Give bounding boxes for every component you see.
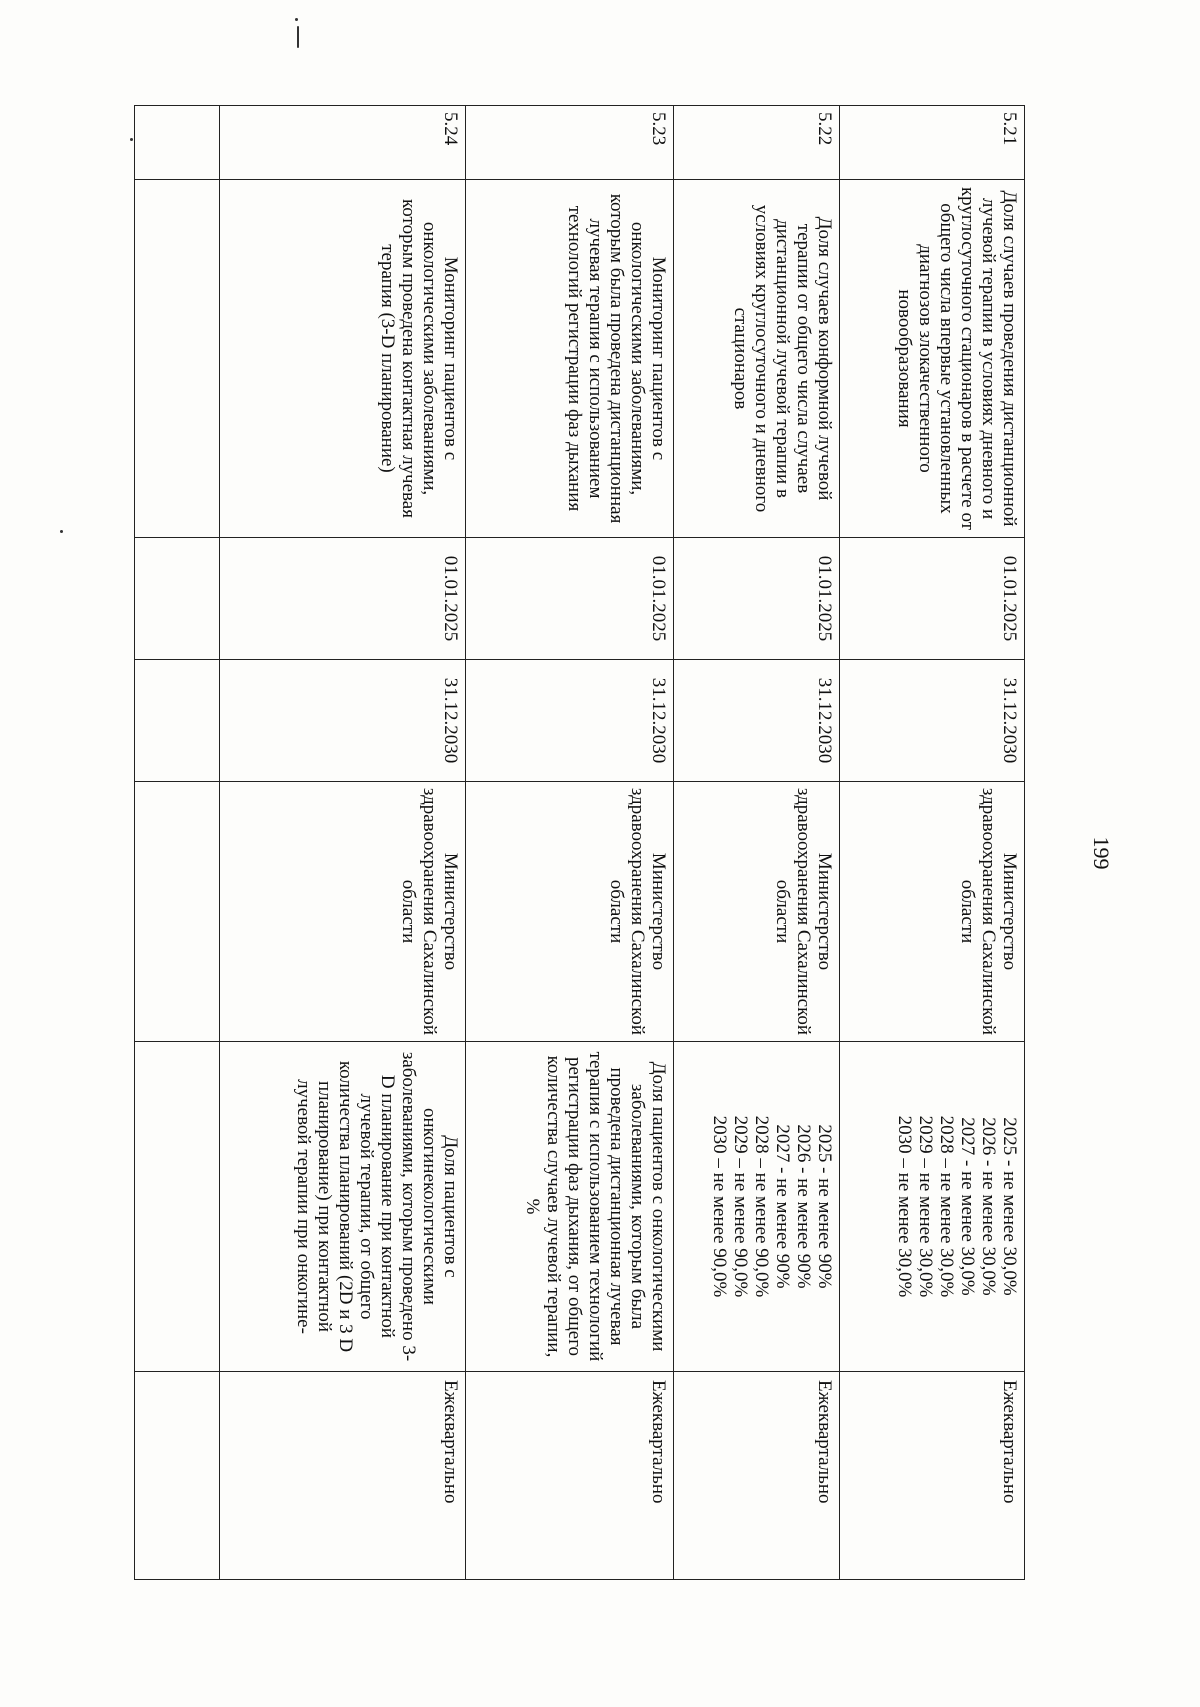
page-number: 199	[1089, 836, 1114, 870]
table-row	[135, 106, 220, 1580]
scan-dot	[130, 138, 133, 141]
measure-name: Доля случаев проведения дистанционной лучевой терапии в условиях дневного и круглосуточного стационаров в расчете от общего числа впервые установленных диагнозов злокачественного новообразования	[840, 180, 1025, 538]
measure-name: Мониторинг пациентов с онкологическими заболеваниями, которым была проведена дистанционная лучевая терапия с использованием технологий регистрации фаз дыхания	[466, 180, 674, 538]
start-date: 01.01.2025	[220, 538, 466, 660]
measure-name: Мониторинг пациентов с онкологическими заболеваниями, которым проведена контактная лучевая терапия (3-D планирование)	[220, 180, 466, 538]
scan-dash	[297, 26, 299, 48]
end-date: 31.12.2030	[674, 660, 840, 782]
responsible-executor: Министерство здравоохранения Сахалинской области	[220, 782, 466, 1042]
table-row	[220, 106, 466, 1580]
table-row	[840, 106, 1025, 1580]
end-date: 31.12.2030	[220, 660, 466, 782]
periodicity	[135, 1372, 220, 1580]
responsible-executor: Министерство здравоохранения Сахалинской области	[674, 782, 840, 1042]
target-indicator: Доля пациентов с онкологическими заболеваниями, которым была проведена дистанционная лучевая терапия с использованием технологий регистрации фаз дыхания, от общего количества случаев лучевой терапии, %	[466, 1042, 674, 1372]
responsible-executor: Министерство здравоохранения Сахалинской области	[840, 782, 1025, 1042]
target-indicator: 2025 - не менее 30,0% 2026 - не менее 30,0% 2027 - не менее 30,0% 2028 – не менее 30,0% 2029 – не менее 30,0% 2030 – не менее 30,0%	[840, 1042, 1025, 1372]
start-date: 01.01.2025	[674, 538, 840, 660]
plan-table	[134, 105, 1025, 1580]
periodicity: Ежеквартально	[220, 1372, 466, 1580]
scan-dot	[60, 530, 63, 533]
row-number: 5.23	[466, 106, 674, 180]
row-number	[135, 106, 220, 180]
start-date: 01.01.2025	[466, 538, 674, 660]
target-indicator: 2025 - не менее 90% 2026 - не менее 90% 2027 - не менее 90% 2028 – не менее 90,0% 2029 – не менее 90,0% 2030 – не менее 90,0%	[674, 1042, 840, 1372]
responsible-executor: Министерство здравоохранения Сахалинской области	[466, 782, 674, 1042]
target-indicator: Доля пациентов с онкогинекологическими заболеваниями, которым проведено 3-D планирование при контактной лучевой терапии, от общего количества планирований (2D и 3 D планирование) при контактной лучевой терапии при онкогине-	[220, 1042, 466, 1372]
target-indicator	[135, 1042, 220, 1372]
row-number: 5.24	[220, 106, 466, 180]
table-row	[466, 106, 674, 1580]
start-date: 01.01.2025	[840, 538, 1025, 660]
periodicity: Ежеквартально	[840, 1372, 1025, 1580]
measure-name	[135, 180, 220, 538]
end-date: 31.12.2030	[466, 660, 674, 782]
table-row	[674, 106, 840, 1580]
measure-name: Доля случаев конформной лучевой терапии от общего числа случаев дистанционной лучевой терапии в условиях круглосуточного и дневного стационаров	[674, 180, 840, 538]
row-number: 5.21	[840, 106, 1025, 180]
periodicity: Ежеквартально	[466, 1372, 674, 1580]
periodicity: Ежеквартально	[674, 1372, 840, 1580]
end-date: 31.12.2030	[840, 660, 1025, 782]
responsible-executor	[135, 782, 220, 1042]
row-number: 5.22	[674, 106, 840, 180]
end-date	[135, 660, 220, 782]
scan-dot	[295, 18, 298, 21]
rotated-table-container	[135, 105, 1025, 1579]
start-date	[135, 538, 220, 660]
